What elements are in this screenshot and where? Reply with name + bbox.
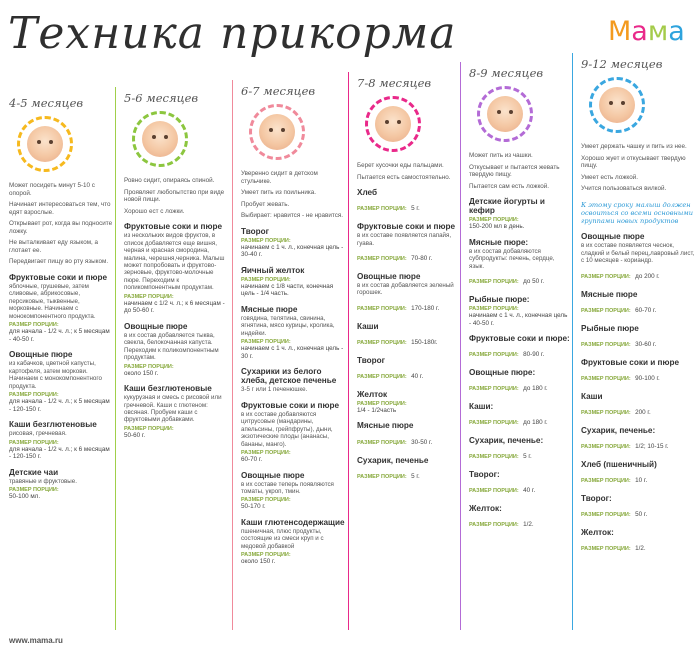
skill-text: Берет кусочки еды пальцами.: [357, 162, 444, 169]
skill-text: Может пить из чашки.: [469, 152, 533, 159]
portion: [241, 497, 346, 511]
age-heading: 9-12 месяцев: [581, 57, 663, 71]
portion-label: РАЗМЕР ПОРЦИИ:: [581, 443, 631, 450]
portion: [581, 299, 698, 317]
food-name: Сухарики из белого хлеба, детское печенье: [241, 367, 337, 386]
portion-label: РАЗМЕР ПОРЦИИ:: [469, 306, 519, 313]
food-name: Каши:: [469, 402, 494, 412]
portion-value: 5 г.: [411, 472, 420, 480]
skills-description: [241, 170, 346, 220]
portion-value: 50-60 г.: [124, 431, 146, 439]
portion: [469, 513, 570, 531]
food-name: Мясные пюре:: [469, 237, 529, 247]
food-name: Фруктовые соки и пюре: [9, 272, 108, 282]
portion-label: РАЗМЕР ПОРЦИИ:: [581, 545, 631, 552]
food-name: Овощные пюре: [581, 232, 645, 242]
food-item: [581, 324, 698, 351]
food-name: Творог:: [469, 470, 500, 480]
portion-value: 10 г.: [635, 476, 648, 484]
page-title: Техника прикорма: [8, 8, 457, 59]
portion: [469, 377, 570, 395]
portion-label: РАЗМЕР ПОРЦИИ:: [241, 450, 291, 457]
age-column: [232, 84, 348, 566]
portion: [469, 445, 570, 463]
portion-label: РАЗМЕР ПОРЦИИ:: [357, 256, 407, 262]
skill-text: Открывает рот, когда вы подносите ложку.: [9, 220, 113, 235]
food-name: Хлеб: [357, 188, 378, 198]
portion: [469, 306, 570, 327]
food-item: [357, 322, 458, 349]
skill-text: Передвигает пищу во рту языком.: [9, 258, 109, 266]
food-item: [581, 528, 698, 555]
food-description: говядина, телятина, свинина, ягнятина, мясо курицы, кролика, индейки.: [241, 314, 335, 337]
skills-description: [9, 182, 113, 266]
skill-text: Пробует жевать.: [241, 200, 290, 208]
portion: [581, 265, 698, 283]
portion-value: 5 г.: [411, 205, 420, 213]
food-name: Детские йогурты и кефир: [469, 197, 545, 216]
portion-value: 50 г.: [635, 510, 648, 518]
food-name: Желток: [357, 389, 388, 399]
food-name: Фруктовые соки и пюре: [357, 222, 456, 232]
food-item: [469, 334, 570, 361]
portion-value: начинаем с 1/8 части, конечная цель - 1/4 часть.: [241, 282, 334, 298]
portion: [581, 469, 698, 487]
food-name: Мясные пюре: [581, 289, 638, 299]
portion-value: 60-70 г.: [635, 306, 657, 314]
portion: [357, 401, 458, 415]
food-item: [124, 222, 230, 315]
food-description: в их составе появляется папайя, гуава.: [357, 232, 452, 247]
skill-text: Хорошо ест с ложки.: [124, 207, 185, 215]
column-divider: [348, 72, 349, 630]
portion-label: РАЗМЕР ПОРЦИИ:: [357, 439, 407, 446]
skills-description: [469, 152, 570, 190]
portion-label: РАЗМЕР ПОРЦИИ:: [357, 339, 407, 346]
age-column: [0, 96, 115, 501]
food-item: [357, 188, 458, 215]
food-item: [581, 426, 698, 453]
age-column: [572, 57, 700, 555]
portion: [241, 339, 346, 360]
baby-face-icon: [599, 87, 635, 123]
baby-face-icon: [375, 106, 411, 142]
portion-label: РАЗМЕР ПОРЦИИ:: [357, 473, 407, 480]
portion: [357, 297, 458, 315]
food-description: в их составе добавляются цитрусовые (мандарины, апельсины, грейпфруты), дыни, экзотические плоды (ананасы, бананы, манго).: [241, 410, 333, 448]
portion: [241, 238, 346, 259]
food-name: Рыбные пюре: [581, 323, 639, 333]
portion-label: РАЗМЕР ПОРЦИИ:: [357, 400, 407, 407]
portion: [581, 367, 698, 385]
food-item: [357, 272, 458, 315]
food-item: [124, 384, 230, 439]
column-divider: [572, 53, 573, 630]
food-name: Овощные пюре: [357, 272, 421, 281]
portion: [9, 392, 113, 413]
food-name: Творог:: [581, 493, 612, 503]
skill-text: Может посидеть минут 5-10 с опорой.: [9, 182, 95, 197]
portion: [357, 365, 458, 383]
food-item: [581, 494, 698, 521]
skill-text: Умеет есть ложкой.: [581, 173, 639, 181]
age-column: [460, 66, 572, 531]
skill-text: Пытается сам есть ложкой.: [469, 182, 550, 190]
portion: [357, 465, 458, 483]
portion-value: 30-60 г.: [635, 340, 657, 348]
portion: [469, 343, 570, 361]
food-description: из кабачков, цветной капусты, картофеля, затем моркови. Начинаем с монокомпонентного продукта.: [9, 360, 102, 390]
portion-value: 80-90 г.: [523, 351, 545, 359]
food-name: Яичный желток: [241, 265, 305, 275]
food-name: Детские чаи: [9, 467, 59, 477]
portion-label: РАЗМЕР ПОРЦИИ:: [357, 373, 407, 380]
portion-value: для начала - 1/2 ч. л.; к 5 месяцам - 120-150 г.: [9, 397, 110, 413]
food-name: Творог: [241, 226, 270, 236]
portion: [241, 450, 346, 464]
portion: [581, 435, 698, 453]
portion-value: для начала - 1/2 ч. л.; к 6 месяцам - 120-150 г.: [9, 445, 110, 461]
food-item: [469, 470, 570, 497]
portion-value: 1/2.: [523, 521, 534, 529]
food-item: [469, 402, 570, 429]
portion-label: РАЗМЕР ПОРЦИИ:: [241, 339, 291, 346]
food-item: [9, 468, 113, 501]
portion-value: 200 г.: [635, 408, 651, 416]
portion-label: РАЗМЕР ПОРЦИИ:: [581, 511, 631, 518]
baby-photo: [589, 77, 645, 133]
footer-url[interactable]: www.mama.ru: [9, 636, 63, 645]
mama-logo[interactable]: Мама: [608, 16, 685, 47]
portion: [357, 431, 458, 449]
portion-value: 60-70 г.: [241, 456, 263, 464]
food-name: Каши: [581, 391, 603, 401]
portion-label: РАЗМЕР ПОРЦИИ:: [581, 477, 631, 484]
food-item: [357, 421, 458, 448]
food-description: яблочные, грушевые, затем сливовые, абрикосовые, персиковые, тыквенные, морковные. Начинаем с монокомпонентного продукта.: [9, 282, 96, 320]
food-item: [581, 358, 698, 385]
baby-face-icon: [27, 126, 63, 162]
portion-value: до 180 г.: [523, 385, 548, 393]
portion-value: начинаем с 1/2 ч. л.; к 6 месяцам - до 50-60 г.: [124, 299, 225, 315]
portion: [357, 197, 458, 215]
portion-value: 1/2.: [635, 544, 646, 552]
portion: [9, 487, 113, 501]
portion-value: до 50 г.: [523, 278, 545, 286]
skill-text: Хорошо жует и откусывает твердую пищу.: [581, 154, 686, 170]
baby-face-icon: [259, 114, 295, 150]
portion-label: РАЗМЕР ПОРЦИИ:: [469, 420, 519, 427]
baby-photo: [365, 96, 421, 152]
portion-label: РАЗМЕР ПОРЦИИ:: [241, 497, 291, 504]
portion-label: РАЗМЕР ПОРЦИИ:: [469, 352, 519, 359]
age-column: [115, 91, 232, 439]
skills-description: [124, 177, 230, 215]
skill-text: Ровно сидит, опираясь спиной.: [124, 177, 215, 184]
portion-label: РАЗМЕР ПОРЦИИ:: [124, 425, 174, 432]
food-description: в их составе теперь появляются томаты, укроп, тмин.: [241, 480, 334, 496]
food-item: [469, 504, 570, 531]
portion: [581, 401, 698, 419]
food-item: [9, 273, 113, 343]
food-description: в их составе появляется чеснок, сладкий и белый перец,лавровый лист, с 10 месяцев - кориандр.: [581, 242, 695, 265]
food-name: Каши безглютеновые: [9, 420, 97, 430]
portion: [357, 331, 458, 349]
portion: [581, 537, 698, 555]
food-item: [469, 368, 570, 395]
portion: [469, 217, 570, 231]
food-item: [357, 222, 458, 265]
portion-label: РАЗМЕР ПОРЦИИ:: [241, 237, 291, 244]
portion-label: РАЗМЕР ПОРЦИИ:: [469, 522, 519, 529]
baby-photo: [249, 104, 305, 160]
portion-value: 150-180г.: [411, 338, 438, 346]
food-item: [469, 436, 570, 463]
age-heading: 4-5 месяцев: [9, 96, 84, 110]
food-item: [581, 290, 698, 317]
food-name: Хлеб (пшеничный): [581, 459, 657, 469]
portion-label: РАЗМЕР ПОРЦИИ:: [124, 293, 174, 300]
portion-label: РАЗМЕР ПОРЦИИ:: [469, 279, 519, 286]
baby-face-icon: [142, 121, 178, 157]
food-name: Каши глютенсодержащие: [241, 518, 345, 528]
food-item: [469, 197, 570, 231]
age-heading: 6-7 месяцев: [241, 84, 316, 98]
skill-text: Учится пользоваться вилкой.: [581, 185, 667, 193]
baby-photo: [17, 116, 73, 172]
baby-photo: [132, 111, 188, 167]
food-item: [581, 392, 698, 419]
portion: [124, 294, 230, 315]
food-description: кукурузная и смесь с рисовой или гречневой. Каши с глютеном: овсяная. Пробуем каши с фруктовыми добавками.: [124, 394, 222, 424]
portion-label: РАЗМЕР ПОРЦИИ:: [241, 552, 291, 559]
food-item: [241, 471, 346, 511]
skill-text: Пытается есть самостоятельно.: [357, 173, 451, 181]
portion: [469, 479, 570, 497]
portion-label: РАЗМЕР ПОРЦИИ:: [357, 305, 407, 312]
portion: [469, 411, 570, 429]
portion: [469, 270, 570, 288]
portion-value: начинаем с 1 ч. л., конечная цель - 30 г.: [241, 345, 344, 360]
portion-label: РАЗМЕР ПОРЦИИ:: [469, 488, 519, 495]
note-text: К этому сроку малыш должен освоиться со всеми основными группами новых продуктов: [581, 200, 693, 226]
portion-label: РАЗМЕР ПОРЦИИ:: [469, 386, 519, 393]
food-item: [241, 518, 346, 566]
portion-label: РАЗМЕР ПОРЦИИ:: [469, 217, 519, 224]
portion-value: начинаем с 1 ч. л., конечная цель - 30-40 г.: [241, 243, 344, 259]
food-name: Фруктовые соки и пюре: [241, 400, 340, 410]
column-divider: [460, 62, 461, 630]
food-name: Каши безглютеновые: [124, 384, 212, 394]
portion-value: начинаем с 1 ч. л., конечная цель - 40-50 г.: [469, 312, 568, 327]
food-item: [357, 390, 458, 415]
portion: [581, 333, 698, 351]
food-name: Желток:: [469, 504, 502, 514]
skill-text: Откусывает и пытается жевать твердую пищу.: [469, 163, 560, 179]
portion-value: около 150 г.: [241, 558, 276, 566]
food-name: Мясные пюре: [357, 421, 414, 431]
skills-description: [357, 162, 458, 181]
skill-text: Выбирает: нравится - не нравится.: [241, 212, 344, 220]
food-item: [469, 295, 570, 327]
food-item: [124, 322, 230, 377]
skill-text: Проявляет любопытство при виде новой пищи.: [124, 188, 225, 204]
food-description: травяные и фруктовые.: [9, 477, 77, 485]
food-name: Овощные пюре: [241, 470, 305, 480]
food-name: Желток:: [581, 527, 614, 537]
food-item: [241, 227, 346, 259]
portion-label: РАЗМЕР ПОРЦИИ:: [124, 363, 174, 370]
skills-description: [581, 143, 698, 193]
food-description: в их состав добавляется зеленый горошек.: [357, 282, 454, 297]
food-item: [357, 356, 458, 383]
food-item: [9, 420, 113, 461]
skill-text: Не выталкивает еду языком, а глотает ее.: [9, 239, 99, 254]
food-name: Рыбные пюре:: [469, 295, 530, 305]
baby-face-icon: [487, 96, 523, 132]
food-name: Каши: [357, 321, 379, 331]
age-heading: 8-9 месяцев: [469, 66, 544, 80]
food-item: [241, 401, 346, 464]
food-name: Сухарик, печенье:: [469, 436, 544, 446]
food-item: [581, 460, 698, 487]
age-heading: 5-6 месяцев: [124, 91, 199, 105]
portion-value: 90-100 г.: [635, 374, 660, 382]
portion-value: около 150 г.: [124, 369, 159, 377]
portion: [357, 247, 458, 265]
skill-text: Уверенно сидит в детском стульчике.: [241, 170, 318, 185]
portion: [241, 277, 346, 298]
portion-label: РАЗМЕР ПОРЦИИ:: [581, 307, 631, 314]
food-description: в их состав добавляется тыква, свекла, белокочанная капуста. Переходим к поликомпонентным продуктам.: [124, 331, 219, 362]
age-column: [348, 76, 460, 483]
food-item: [241, 266, 346, 298]
food-item: [241, 367, 346, 393]
portion-label: РАЗМЕР ПОРЦИИ:: [581, 409, 631, 416]
portion: [124, 364, 230, 378]
portion: [9, 322, 113, 343]
portion-label: РАЗМЕР ПОРЦИИ:: [9, 487, 59, 494]
portion-value: 170-180 г.: [411, 304, 440, 312]
portion: [581, 503, 698, 521]
food-description: в их состав добавляются субпродукты: печень, сердце, язык.: [469, 247, 555, 270]
portion-value: 150-200 мл в день.: [469, 223, 525, 231]
skill-text: Умеет пить из поильника.: [241, 189, 316, 197]
portion-value: 70-80 г.: [411, 255, 433, 262]
portion-label: РАЗМЕР ПОРЦИИ:: [581, 273, 631, 280]
portion-value: 5 г.: [523, 453, 532, 461]
portion-value: до 180 г.: [523, 419, 548, 427]
portion-value: для начала - 1/2 ч. л.; к 5 месяцам - 40-50 г.: [9, 328, 110, 343]
portion-label: РАЗМЕР ПОРЦИИ:: [9, 391, 59, 398]
age-heading: 7-8 месяцев: [357, 76, 432, 90]
food-description: пшеничная, плюс продукты, состоящие из смеси круп и с медовой добавкой: [241, 528, 324, 550]
portion-value: 50-100 мл.: [9, 493, 41, 501]
portion: [9, 440, 113, 461]
portion-value: 40 г.: [411, 372, 424, 380]
portion-value: 40 г.: [523, 487, 536, 495]
portion: [124, 426, 230, 440]
portion-label: РАЗМЕР ПОРЦИИ:: [241, 276, 291, 283]
food-item: [9, 350, 113, 413]
portion-value: 30-50 г.: [411, 438, 433, 446]
skill-text: Умеет держать чашку и пить из нее.: [581, 143, 687, 150]
portion-value: 50-170 г.: [241, 503, 266, 511]
food-description: из нескольких видов фруктов, в список добавляется еще вишня, черная и красная смородина, малина, черешня,черника. Малыш может попробовать и фруктово-зерновые, фруктово-молочные пюре. Переходим к поликомпонентным продуктам.: [124, 232, 225, 292]
portion-label: РАЗМЕР ПОРЦИИ:: [357, 206, 407, 213]
food-name: Мясные пюре: [241, 304, 298, 314]
food-name: Сухарик, печенье:: [581, 425, 656, 435]
food-name: Овощные пюре: [9, 350, 73, 360]
column-divider: [232, 80, 233, 630]
portion: [241, 552, 346, 566]
portion-value: 1/2; 10-15 г.: [635, 442, 669, 450]
portion-value: 1/4 - 1/2часть: [357, 406, 397, 414]
baby-photo: [477, 86, 533, 142]
food-description: 3-5 г или 1 печенюшке.: [241, 386, 308, 394]
portion-value: до 200 г.: [635, 272, 660, 280]
portion-label: РАЗМЕР ПОРЦИИ:: [581, 375, 631, 382]
food-item: [241, 305, 346, 360]
food-item: [469, 238, 570, 288]
food-name: Овощные пюре:: [469, 368, 536, 378]
portion-label: РАЗМЕР ПОРЦИИ:: [9, 439, 59, 446]
portion-label: РАЗМЕР ПОРЦИИ:: [581, 341, 631, 348]
food-item: [581, 232, 698, 282]
portion-label: РАЗМЕР ПОРЦИИ:: [9, 322, 59, 329]
food-name: Фруктовые соки и пюре:: [469, 334, 570, 344]
food-name: Овощные пюре: [124, 321, 188, 331]
portion-label: РАЗМЕР ПОРЦИИ:: [469, 454, 519, 461]
food-name: Фруктовые соки и пюре: [581, 357, 680, 367]
column-divider: [115, 87, 116, 630]
food-description: рисовая, гречневая.: [9, 430, 67, 438]
food-item: [357, 456, 458, 483]
food-name: Творог: [357, 355, 386, 365]
skill-text: Начинает интересоваться тем, что едят взрослые.: [9, 201, 111, 216]
food-name: Фруктовые соки и пюре: [124, 222, 223, 232]
food-name: Сухарик, печенье: [357, 455, 429, 465]
